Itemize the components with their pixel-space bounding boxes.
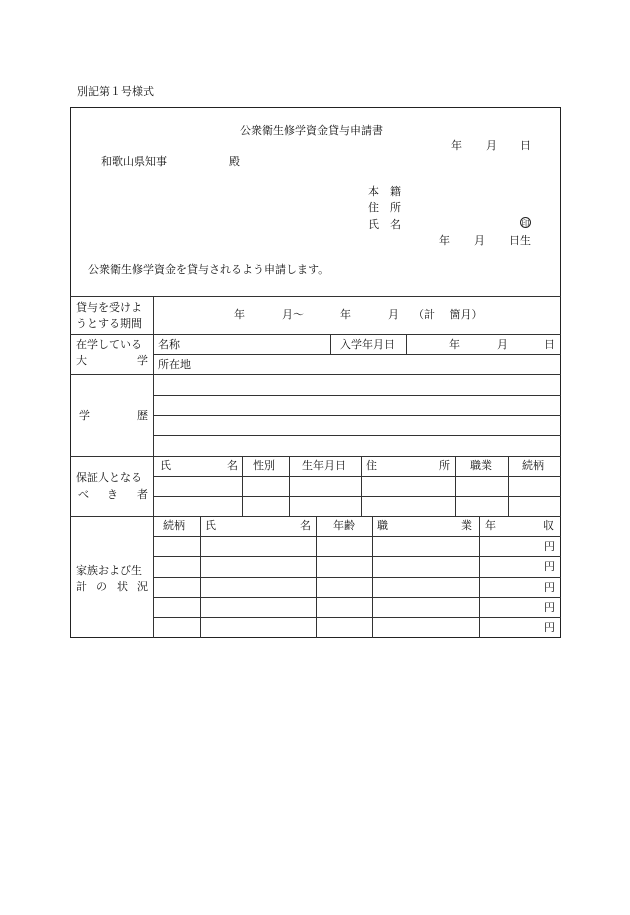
- fam-col-2: [316, 516, 317, 638]
- fam-col-relation: 続柄: [163, 519, 185, 532]
- family-row-yen: 円: [544, 601, 555, 614]
- guar-col-4: [455, 456, 456, 516]
- education-label-a: 学: [79, 409, 90, 422]
- birth-month-label: 月: [474, 234, 485, 247]
- guar-col-1: [242, 456, 243, 516]
- divider-edu: [70, 456, 561, 457]
- univ-label-line2b: 学: [137, 354, 148, 367]
- divider-fam-5: [153, 617, 561, 618]
- period-month2: 月: [388, 308, 399, 321]
- date-day-label: 日: [520, 139, 531, 152]
- fam-col-income-a: 年: [485, 519, 496, 532]
- family-label-line2b: の: [96, 580, 107, 593]
- divider-header: [70, 296, 561, 297]
- period-month1: 月〜: [282, 308, 304, 321]
- family-label-line1: 家族および生: [76, 564, 142, 577]
- divider-edu-1: [153, 395, 561, 396]
- period-year2: 年: [340, 308, 351, 321]
- guar-col-relation: 続柄: [522, 459, 544, 472]
- guar-col-birth: 生年月日: [302, 459, 346, 472]
- enroll-month: 月: [497, 338, 508, 351]
- name-label-1: 氏: [368, 218, 379, 231]
- guarantor-label-line1: 保証人となる: [76, 471, 142, 484]
- fam-col-name-a: 氏: [205, 519, 216, 532]
- divider-edu-2: [153, 415, 561, 416]
- fam-col-income-b: 収: [543, 519, 554, 532]
- guar-col-address-b: 所: [439, 459, 450, 472]
- address-label-2: 所: [390, 201, 401, 214]
- guar-col-job: 職業: [470, 459, 492, 472]
- divider-univ-mid: [153, 354, 561, 355]
- honseki-label-2: 籍: [390, 185, 401, 198]
- guar-col-name-a: 氏: [160, 459, 171, 472]
- guar-col-address-a: 住: [366, 459, 377, 472]
- application-statement: 公衆衛生修学資金を貸与されるよう申請します。: [88, 263, 330, 276]
- divider-univ: [70, 374, 561, 375]
- univ-divider-1: [330, 334, 331, 354]
- divider-fam-3: [153, 577, 561, 578]
- guar-col-5: [508, 456, 509, 516]
- family-row-yen: 円: [544, 540, 555, 553]
- fam-col-job-a: 職: [377, 519, 388, 532]
- address-label-1: 住: [368, 201, 379, 214]
- fam-col-4: [479, 516, 480, 638]
- guar-col-2: [289, 456, 290, 516]
- fam-col-age: 年齢: [333, 519, 355, 532]
- divider-period: [70, 334, 561, 335]
- form-reference: 別記第１号様式: [77, 85, 154, 98]
- period-label-line2: うとする期間: [76, 317, 142, 330]
- enroll-year: 年: [449, 338, 460, 351]
- divider-fam-2: [153, 556, 561, 557]
- label-column-divider: [153, 296, 154, 638]
- univ-divider-2: [406, 334, 407, 354]
- addressee: 和歌山県知事: [101, 155, 167, 168]
- univ-label-line1: 在学している: [76, 338, 142, 351]
- guarantor-label-line2b: き: [107, 488, 118, 501]
- period-label-line1: 貸与を受けよ: [76, 301, 142, 314]
- date-year-label: 年: [451, 139, 462, 152]
- fam-col-name-b: 名: [300, 519, 311, 532]
- divider-guar-1: [153, 476, 561, 477]
- guarantor-label-line2a: べ: [78, 488, 89, 501]
- divider-fam-1: [153, 536, 561, 537]
- enroll-date-label: 入学年月日: [340, 338, 395, 351]
- birth-year-label: 年: [439, 234, 450, 247]
- family-row-yen: 円: [544, 560, 555, 573]
- guarantor-label-line2c: 者: [137, 488, 148, 501]
- guar-col-sex: 性別: [253, 459, 275, 472]
- fam-col-3: [372, 516, 373, 638]
- divider-edu-3: [153, 435, 561, 436]
- univ-address-label: 所在地: [158, 358, 191, 371]
- fam-col-job-b: 業: [461, 519, 472, 532]
- period-total: （計 箇月）: [413, 308, 483, 321]
- education-label-b: 歴: [137, 409, 148, 422]
- honorific: 殿: [229, 155, 240, 168]
- univ-label-line2a: 大: [76, 354, 87, 367]
- family-label-line2c: 状: [117, 580, 128, 593]
- fam-col-1: [200, 516, 201, 638]
- divider-fam-4: [153, 597, 561, 598]
- family-row-yen: 円: [544, 621, 555, 634]
- name-label-2: 名: [390, 218, 401, 231]
- form-title: 公衆衛生修学資金貸与申請書: [240, 124, 383, 137]
- period-year1: 年: [234, 308, 245, 321]
- date-month-label: 月: [486, 139, 497, 152]
- honseki-label-1: 本: [368, 185, 379, 198]
- family-label-line2a: 計: [76, 580, 87, 593]
- univ-name-label: 名称: [158, 338, 180, 351]
- family-label-line2d: 況: [137, 580, 148, 593]
- family-row-yen: 円: [544, 581, 555, 594]
- seal-mark: 印: [521, 219, 530, 228]
- enroll-day: 日: [544, 338, 555, 351]
- divider-guar-2: [153, 496, 561, 497]
- guar-col-name-b: 名: [227, 459, 238, 472]
- birth-day-label: 日生: [509, 234, 531, 247]
- guar-col-3: [361, 456, 362, 516]
